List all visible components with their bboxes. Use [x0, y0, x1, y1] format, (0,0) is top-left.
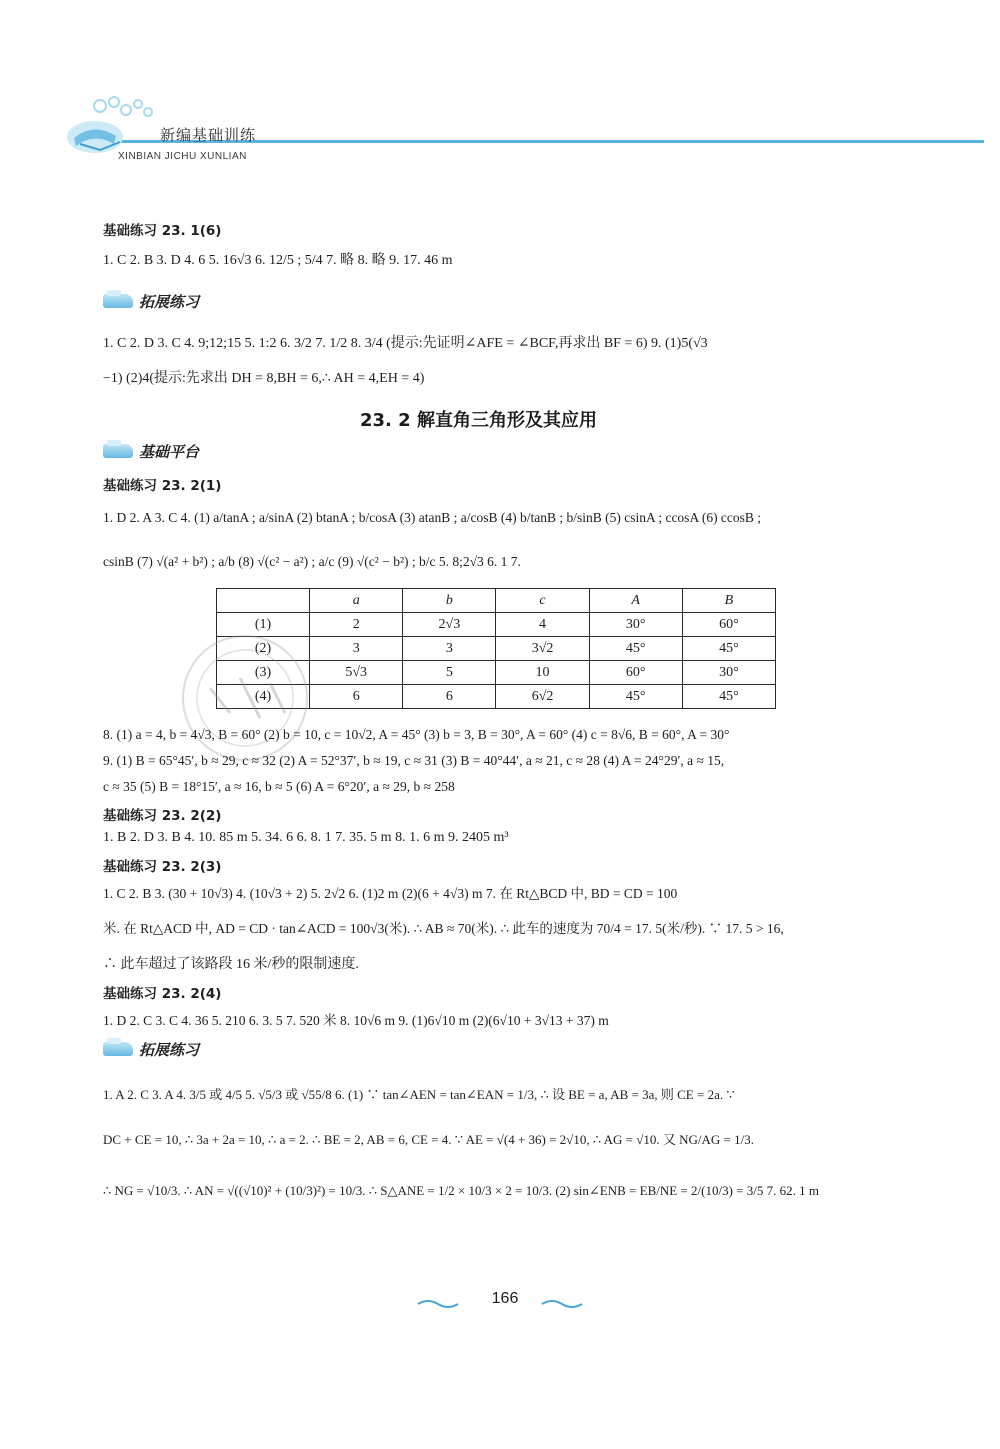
answer-line: 1. B 2. D 3. B 4. 10. 85 m 5. 34. 6 6. 8. 1 7. 35. 5 m 8. 1. 6 m 9. 2405 m³	[103, 830, 509, 845]
answer-line: 1. C 2. D 3. C 4. 9;12;15 5. 1:2 6. 3/2 7. 1/2 8. 3/4 (提示:先证明∠AFE = ∠BCF,再求出 BF = 6) 9. (1)5(√3	[103, 336, 708, 351]
exercise-label: 基础练习 23. 1(6)	[103, 223, 222, 239]
answer-line: c ≈ 35 (5) B = 18°15′, a ≈ 16, b ≈ 5 (6) A = 6°20′, a ≈ 29, b ≈ 258	[103, 779, 455, 794]
table-header-cell: a	[310, 589, 403, 613]
header-subtitle: XINBIAN JICHU XUNLIAN	[118, 151, 247, 162]
exercise-label: 基础练习 23. 2(4)	[103, 986, 222, 1002]
table-cell: 10	[496, 661, 589, 685]
answer-line: 1. C 2. B 3. (30 + 10√3) 4. (10√3 + 2) 5. 2√2 6. (1)2 m (2)(6 + 4√3) m 7. 在 Rt△BCD 中, BD = CD = 100	[103, 886, 678, 901]
table-header-cell: b	[403, 589, 496, 613]
answer-line: 1. D 2. C 3. C 4. 36 5. 210 6. 3. 5 7. 520 米 8. 10√6 m 9. (1)6√10 m (2)(6√10 + 3√13 + 37) m	[103, 1013, 609, 1028]
table-cell: 45°	[682, 685, 775, 709]
table-cell: 45°	[589, 637, 682, 661]
answer-line: DC + CE = 10, ∴ 3a + 2a = 10, ∴ a = 2. ∴ BE = 2, AB = 6, CE = 4. ∵ AE = √(4 + 36) = 2√10, ∴ AG = √10. 又 NG/AG = 1/3.	[103, 1132, 754, 1147]
answer-line: ∴ 此车超过了该路段 16 米/秒的限制速度.	[103, 957, 359, 972]
page-number: 166	[491, 1290, 519, 1307]
table-cell: 30°	[682, 661, 775, 685]
table-cell: (1)	[217, 613, 310, 637]
table-cell: 60°	[589, 661, 682, 685]
table-header-cell	[217, 589, 310, 613]
watermark-stamp	[150, 618, 360, 768]
header-title: 新编基础训练	[160, 126, 257, 144]
table-header-row	[217, 589, 776, 613]
table-header-cell: A	[589, 589, 682, 613]
answer-line: 9. (1) B = 65°45′, b ≈ 29, c ≈ 32 (2) A = 52°37′, b ≈ 19, c ≈ 31 (3) B = 40°44′, a ≈ 21, c ≈ 28 (4) A = 24°29′, a ≈ 15,	[103, 753, 725, 768]
exercise-label: 基础练习 23. 2(1)	[103, 478, 222, 494]
answer-line: 米. 在 Rt△ACD 中, AD = CD · tan∠ACD = 100√3(米). ∴ AB ≈ 70(米). ∴ 此车的速度为 70/4 = 17. 5(米/秒). ∵ 17. 5 > 16,	[103, 921, 784, 936]
table-cell: 3	[403, 637, 496, 661]
table-header-cell: B	[682, 589, 775, 613]
table-cell: 45°	[589, 685, 682, 709]
table-cell: 4	[496, 613, 589, 637]
table-cell: 2√3	[403, 613, 496, 637]
badge-pill-icon	[103, 444, 133, 458]
table-cell: 5√3	[310, 661, 403, 685]
table-cell: (3)	[217, 661, 310, 685]
answer-line: 8. (1) a = 4, b = 4√3, B = 60° (2) b = 10, c = 10√2, A = 45° (3) b = 3, B = 30°, A = 60° (4) c = 8√6, B = 60°, A = 30°	[103, 727, 730, 742]
table-cell: 6√2	[496, 685, 589, 709]
table-cell: (2)	[217, 637, 310, 661]
table-cell: 60°	[682, 613, 775, 637]
table-cell: 3	[310, 637, 403, 661]
answer-line: −1) (2)4(提示:先求出 DH = 8,BH = 6,∴ AH = 4,EH = 4)	[103, 371, 425, 386]
extension-badge: 拓展练习	[103, 288, 199, 314]
answer-line: csinB (7) √(a² + b²) ; a/b (8) √(c² − a²) ; a/c (9) √(c² − b²) ; b/c 5. 8;2√3 6. 1 7.	[103, 554, 521, 569]
table-cell: 3√2	[496, 637, 589, 661]
table-header-cell: c	[496, 589, 589, 613]
badge-pill-icon	[103, 1042, 133, 1056]
table-cell: 2	[310, 613, 403, 637]
extension-badge: 拓展练习	[103, 1036, 199, 1062]
badge-pill-icon	[103, 294, 133, 308]
answer-line: 1. D 2. A 3. C 4. (1) a/tanA ; a/sinA (2) btanA ; b/cosA (3) atanB ; a/cosB (4) b/tanB ; b/sinB (5) csinA ; ccosA (6) ccosB ;	[103, 510, 762, 525]
table-cell: 6	[403, 685, 496, 709]
foundation-badge: 基础平台	[103, 438, 199, 464]
table-cell: 6	[310, 685, 403, 709]
answer-line: 1. A 2. C 3. A 4. 3/5 或 4/5 5. √5/3 或 √55/8 6. (1) ∵ tan∠AEN = tan∠EAN = 1/3, ∴ 设 BE = a, AB = 3a, 则 CE = 2a. ∵	[103, 1087, 735, 1102]
table-cell: 45°	[682, 637, 775, 661]
table-cell: 30°	[589, 613, 682, 637]
answer-line: ∴ NG = √10/3. ∴ AN = √((√10)² + (10/3)²) = 10/3. ∴ S△ANE = 1/2 × 10/3 × 2 = 10/3. (2) sin∠ENB = EB/NE = 2/(10/3) = 3/5 7. 62. 1 m	[103, 1183, 819, 1198]
table-cell: (4)	[217, 685, 310, 709]
exercise-label: 基础练习 23. 2(3)	[103, 859, 222, 875]
section-title: 23. 2 解直角三角形及其应用	[360, 410, 597, 431]
table-cell: 5	[403, 661, 496, 685]
answer-line: 1. C 2. B 3. D 4. 6 5. 16√3 6. 12/5 ; 5/4 7. 略 8. 略 9. 17. 46 m	[103, 253, 453, 268]
exercise-label: 基础练习 23. 2(2)	[103, 808, 222, 824]
